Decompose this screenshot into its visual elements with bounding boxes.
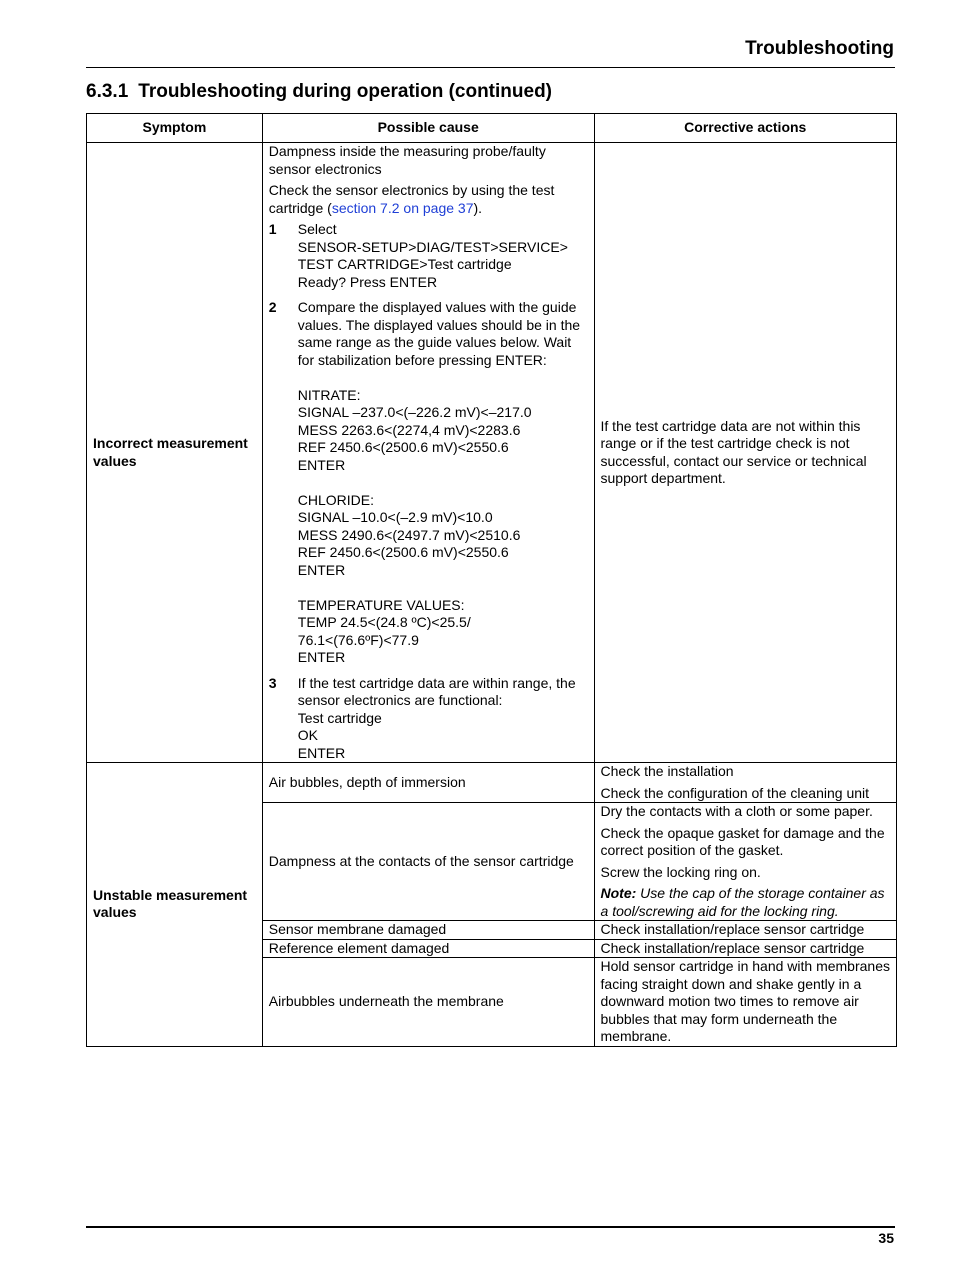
- action-cell: Hold sensor cartridge in hand with membranes facing straight down and shake gently in a downward motion two times to remove air bubbles that may form underneath the membrane.: [594, 958, 896, 1047]
- temperature-line: TEMP 24.5<(24.8 ºC)<25.5/: [297, 614, 471, 630]
- symptom-cell: Unstable measurement values: [87, 763, 263, 1047]
- step-line: Ready? Press ENTER: [297, 273, 438, 290]
- cause-cell: Dampness at the contacts of the sensor cartridge: [262, 803, 594, 921]
- step-2: [269, 299, 588, 667]
- symptom-cell: Incorrect measurement values: [87, 143, 263, 763]
- step-3: [269, 675, 588, 763]
- step-line: OK: [297, 727, 319, 743]
- header-divider: [86, 67, 895, 68]
- nitrate-line: MESS 2263.6<(2274,4 mV)<2283.6: [297, 421, 521, 438]
- step-line: SENSOR-SETUP>DIAG/TEST>SERVICE>: [297, 238, 568, 255]
- cause-cell: Air bubbles, depth of immersion: [262, 763, 594, 803]
- table-row: [87, 143, 897, 763]
- cause-cell: Reference element damaged: [262, 939, 594, 958]
- note-text: Use the cap of the storage container as a tool/screwing aid for the locking ring.: [600, 885, 885, 919]
- action-cell: [594, 763, 896, 803]
- step-line: If the test cartridge data are within range, the sensor electronics are functional:: [297, 674, 576, 708]
- note-label: Note:: [600, 885, 637, 901]
- action-cell: [594, 803, 896, 921]
- column-header-actions: Corrective actions: [594, 114, 896, 143]
- check-text-end: ).: [473, 199, 483, 216]
- column-header-symptom: Symptom: [87, 114, 263, 143]
- page-header-title: Troubleshooting: [745, 38, 894, 59]
- footer-divider: [86, 1226, 895, 1228]
- step-number: 1: [268, 221, 277, 237]
- action-cell: Check installation/replace sensor cartridge: [594, 939, 896, 958]
- action-line: Check the configuration of the cleaning unit: [600, 784, 870, 801]
- temperature-line: TEMPERATURE VALUES:: [297, 596, 465, 613]
- temperature-line: 76.1<(76.6ºF)<77.9: [297, 631, 419, 648]
- action-line: Check the installation: [600, 763, 734, 779]
- cause-intro: Dampness inside the measuring probe/faulty sensor electronics: [268, 143, 546, 177]
- nitrate-line: NITRATE:: [297, 386, 361, 403]
- step-line: Select: [297, 221, 337, 237]
- chloride-line: MESS 2490.6<(2497.7 mV)<2510.6: [297, 526, 521, 543]
- action-line: Dry the contacts with a cloth or some paper.: [600, 803, 873, 819]
- cause-cell: Sensor membrane damaged: [262, 921, 594, 940]
- nitrate-line: SIGNAL –237.0<(–226.2 mV)<–217.0: [297, 404, 532, 420]
- page-number: 35: [878, 1230, 894, 1246]
- note: [601, 885, 890, 920]
- cause-cell: Airbubbles underneath the membrane: [262, 958, 594, 1047]
- step-line: Test cartridge: [297, 709, 382, 726]
- chloride-line: SIGNAL –10.0<(–2.9 mV)<10.0: [297, 509, 493, 525]
- nitrate-line: REF 2450.6<(2500.6 mV)<2550.6: [297, 439, 509, 455]
- section-number: 6.3.1: [86, 81, 129, 102]
- table-header-row: [87, 114, 897, 143]
- temperature-line: ENTER: [297, 649, 346, 665]
- step-number: 2: [268, 299, 277, 315]
- check-instruction: [269, 182, 588, 217]
- step-text: Compare the displayed values with the guide values. The displayed values should be in the same range as the guide values below. Wait for stabilization before pressing ENTER:: [297, 299, 581, 368]
- section-title: Troubleshooting during operation (continued): [138, 81, 552, 102]
- step-1: [269, 221, 588, 291]
- chloride-line: ENTER: [297, 561, 346, 578]
- action-cell: If the test cartridge data are not within this range or if the test cartridge check is not successful, contact our service or technical support department.: [594, 143, 896, 763]
- column-header-cause: Possible cause: [262, 114, 594, 143]
- action-line: Check the opaque gasket for damage and the correct position of the gasket.: [600, 824, 885, 858]
- step-line: TEST CARTRIDGE>Test cartridge: [297, 256, 512, 272]
- chloride-line: REF 2450.6<(2500.6 mV)<2550.6: [297, 544, 509, 560]
- chloride-line: CHLORIDE:: [297, 491, 375, 508]
- nitrate-line: ENTER: [297, 456, 346, 473]
- action-line: Screw the locking ring on.: [600, 863, 761, 880]
- cause-cell: [262, 143, 594, 763]
- action-cell: Check installation/replace sensor cartridge: [594, 921, 896, 940]
- step-number: 3: [268, 674, 277, 691]
- table-row: [87, 763, 897, 803]
- section-link[interactable]: section 7.2 on page 37: [331, 199, 474, 216]
- troubleshooting-table: [86, 113, 897, 1047]
- check-text: Check the sensor electronics by using the test cartridge (: [268, 182, 555, 216]
- section-heading: [86, 81, 552, 103]
- step-line: ENTER: [297, 744, 346, 761]
